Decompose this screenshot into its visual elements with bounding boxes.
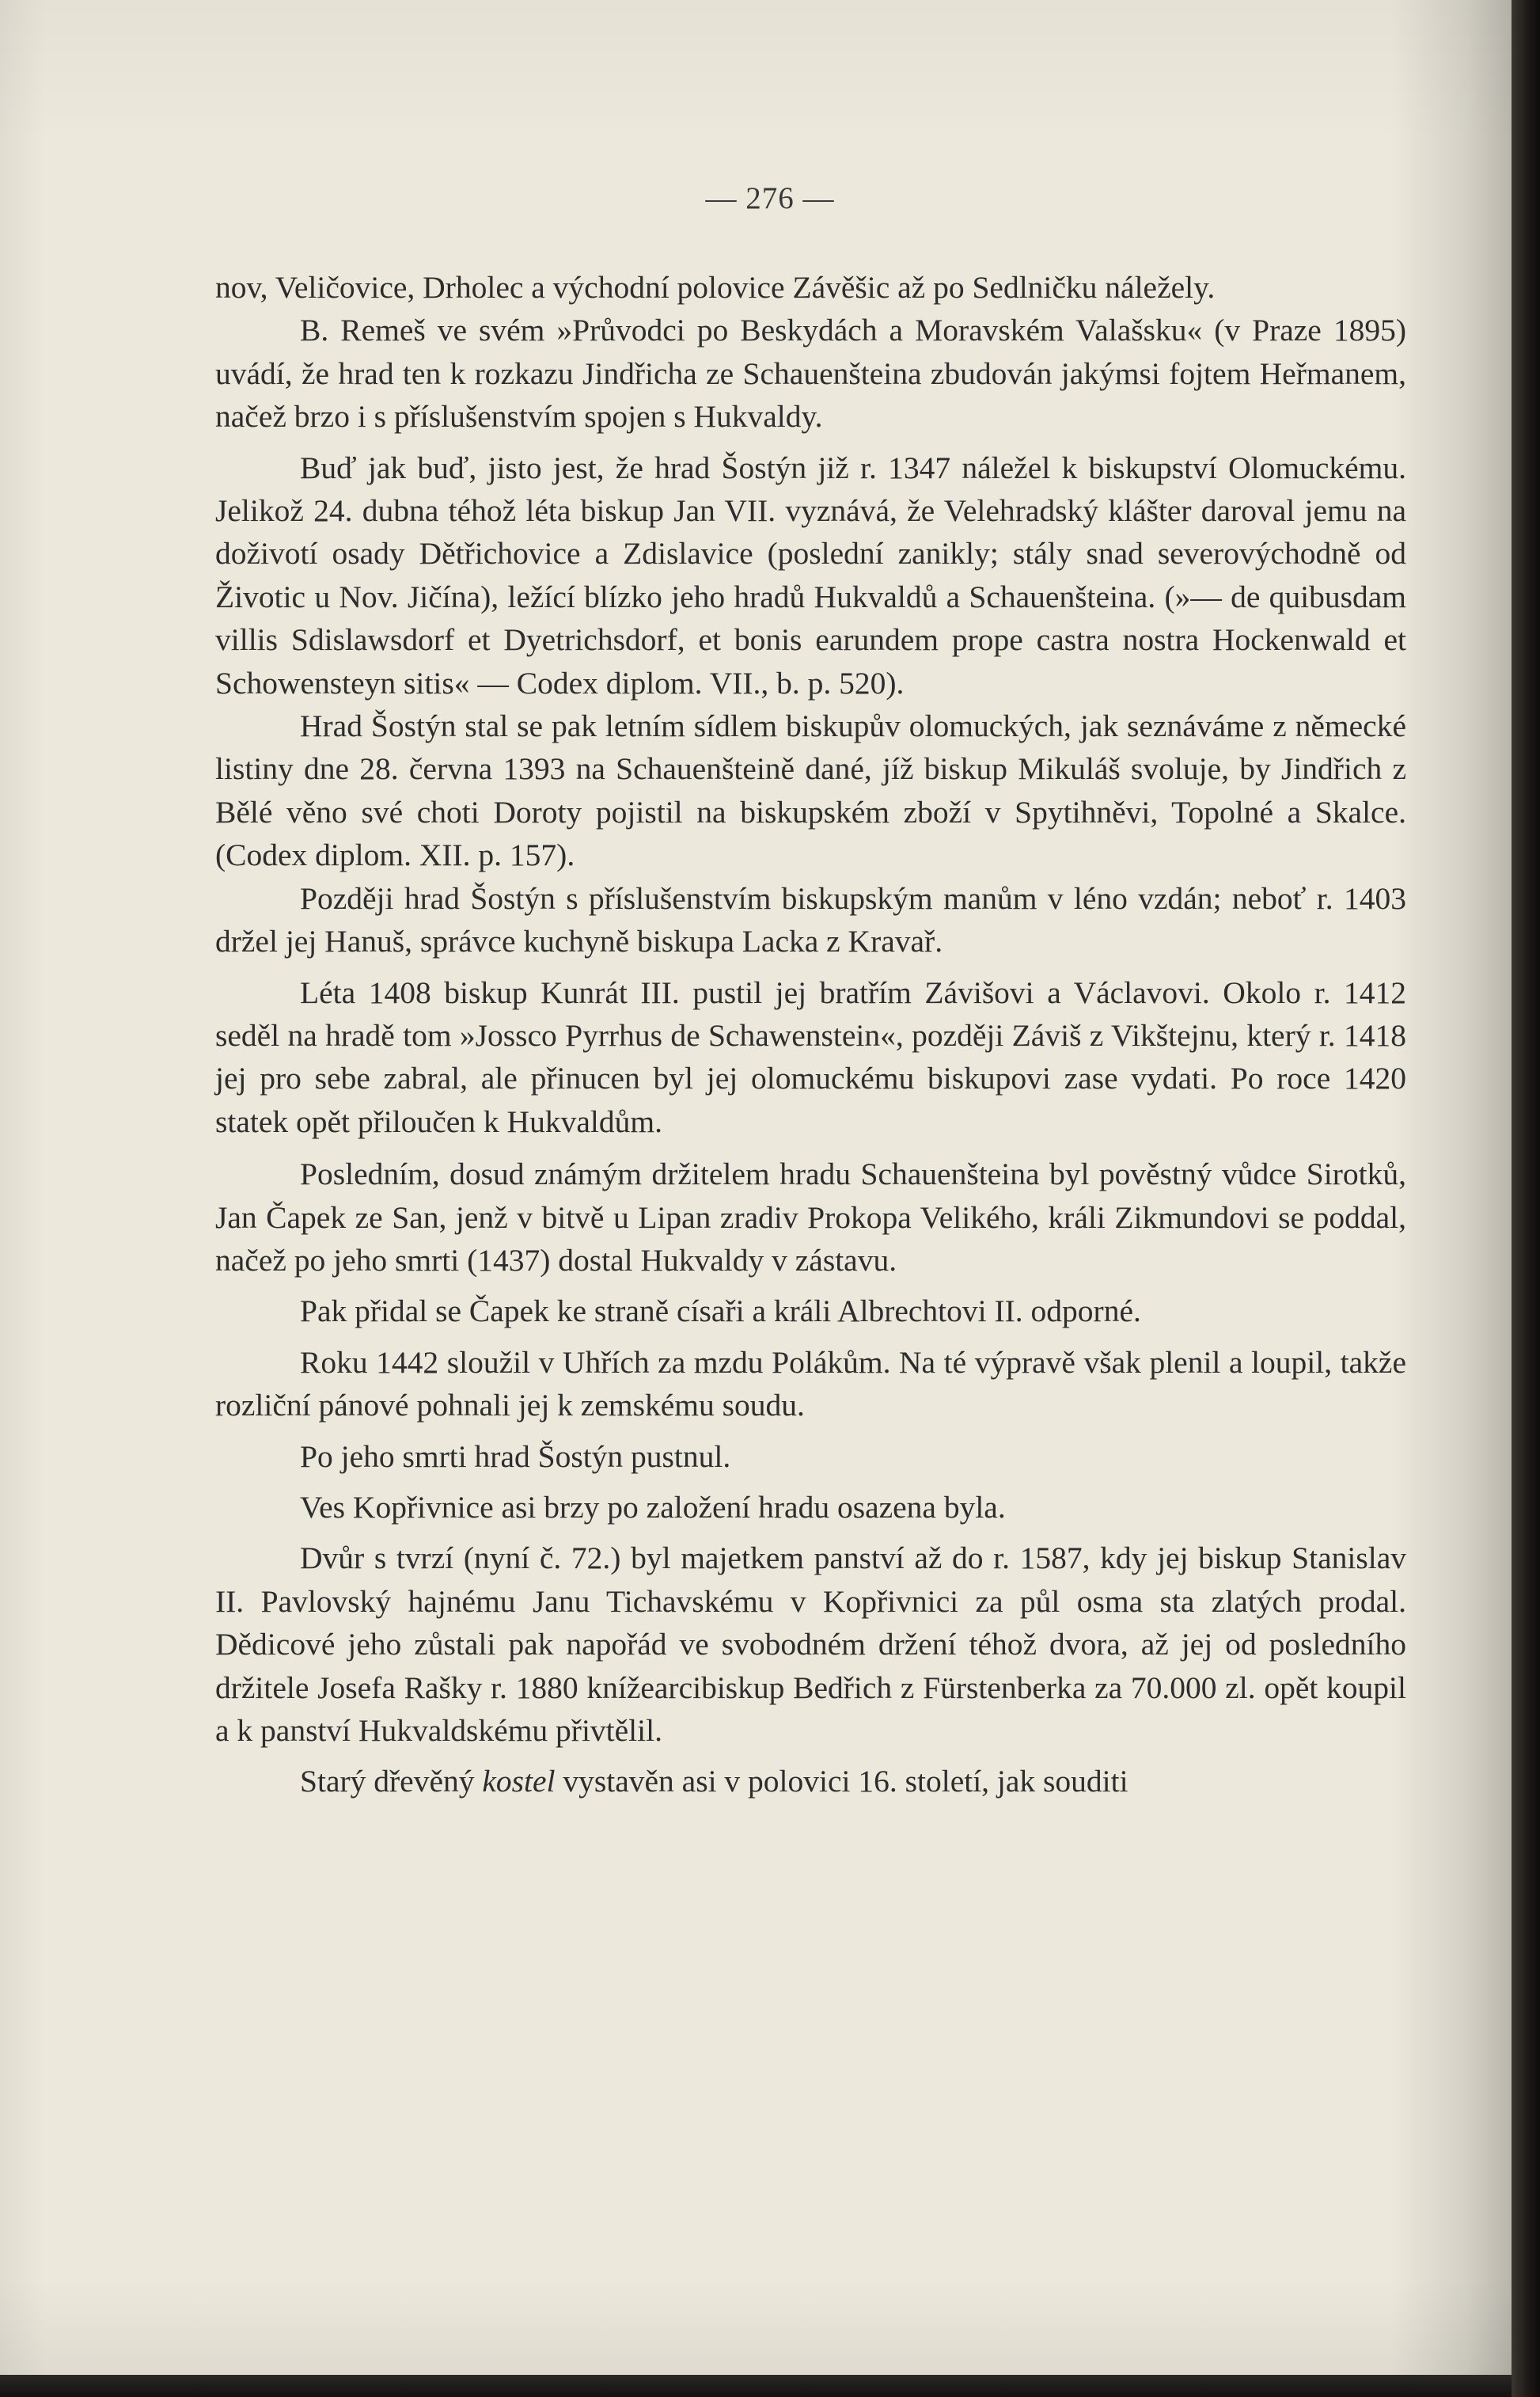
page-bottom-shadow [0, 2375, 1512, 2397]
italic-word: kostel [482, 1764, 556, 1799]
paragraph-3: Buď jak buď, jisto jest, že hrad Šostýn již r. 1347 náležel k biskupství Olomuckému. Jelikož 24. dubna téhož léta biskup Jan VII. vyznává, že Velehradský klášter daroval jemu na doživotí osady Dětřichovice a Zdislavice (poslední zanikly; stály snad severovýchodně od Životic u Nov. Jičína), ležící blízko jeho hradů Hukvaldů a Schauenšteina. (»— de quibusdam villis Sdislawsdorf et Dyetrichsdorf, et bonis earundem prope castra nostra Hockenwald et Schowensteyn sitis« — Codex diplom. VII., b. p. 520). [215, 450, 1406, 701]
paragraph-10: Po jeho smrti hrad Šostýn pustnul. [300, 1438, 731, 1474]
paragraph-1: nov, Veličovice, Drholec a východní polovice Závěšic až po Sedlničku náležely. [215, 270, 1216, 305]
paragraph-11: Ves Kopřivnice asi brzy po založení hradu osazena byla. [300, 1489, 1006, 1525]
paragraph-13-end: vystavěn asi v polovici 16. století, jak souditi [555, 1764, 1128, 1799]
paragraph-12: Dvůr s tvrzí (nyní č. 72.) byl majetkem panství až do r. 1587, kdy jej biskup Stanislav II. Pavlovský hajnému Janu Tichavskému v Kopřivnici za půl osma sta zlatých prodal. Dědicové jeho zůstali pak napořád ve svobodném držení téhož dvora, až jej od posledního držitele Josefa Rašky r. 1880 knížearcibiskup Bedřich z Fürstenberka za 70.000 zl. opět koupil a k panství Hukvaldskému přivtělil. [215, 1540, 1406, 1748]
page-number: — 276 — [705, 181, 835, 215]
paragraph-9: Roku 1442 sloužil v Uhřích za mzdu Polákům. Na té výpravě však plenil a loupil, takže rozliční pánové pohnali jej k zemskému soudu. [215, 1344, 1406, 1423]
paragraph-13 [215, 1760, 1406, 1802]
book-gutter-shadow [1512, 0, 1540, 2397]
paragraph-6: Léta 1408 biskup Kunrát III. pustil jej bratřím Závišovi a Václavovi. Okolo r. 1412 seděl na hradě tom »Jossco Pyrrhus de Schawenstein«, později Záviš z Vikštejnu, který r. 1418 jej pro sebe zabral, ale přinucen byl jej olomuckému biskupovi zase vydati. Po roce 1420 statek opět přiloučen k Hukvaldům. [215, 974, 1406, 1139]
paragraph-8: Pak přidal se Čapek ke straně císaři a králi Albrechtovi II. odporné. [300, 1293, 1141, 1329]
paragraph-4: Hrad Šostýn stal se pak letním sídlem biskupův olomuckých, jak seznáváme z německé listiny dne 28. června 1393 na Schauenšteině dané, jíž biskup Mikuláš svoluje, by Jindřich z Bělé věno své choti Doroty pojistil na biskupském zboží v Spytihněvi, Topolné a Skalce. (Codex diplom. XII. p. 157). [215, 708, 1406, 873]
body-text [215, 266, 1406, 1803]
paragraph-13-start: Starý dřevěný [300, 1764, 483, 1799]
paragraph-7: Posledním, dosud známým držitelem hradu Schauenšteina byl pověstný vůdce Sirotků, Jan Čapek ze San, jenž v bitvě u Lipan zradiv Prokopa Velikého, králi Zikmundovi se poddal, načež po jeho smrti (1437) dostal Hukvaldy v zástavu. [215, 1157, 1406, 1278]
paragraph-2: B. Remeš ve svém »Průvodci po Beskydách a Moravském Valašsku« (v Praze 1895) uvádí, že hrad ten k rozkazu Jindřicha ze Schauenšteina zbudován jakýmsi fojtem Heřmanem, načež brzo i s příslušenstvím spojen s Hukvaldy. [215, 313, 1406, 435]
paragraph-5: Později hrad Šostýn s příslušenstvím biskupským manům v léno vzdán; neboť r. 1403 držel jej Hanuš, správce kuchyně biskupa Lacka z Kravař. [215, 880, 1406, 959]
